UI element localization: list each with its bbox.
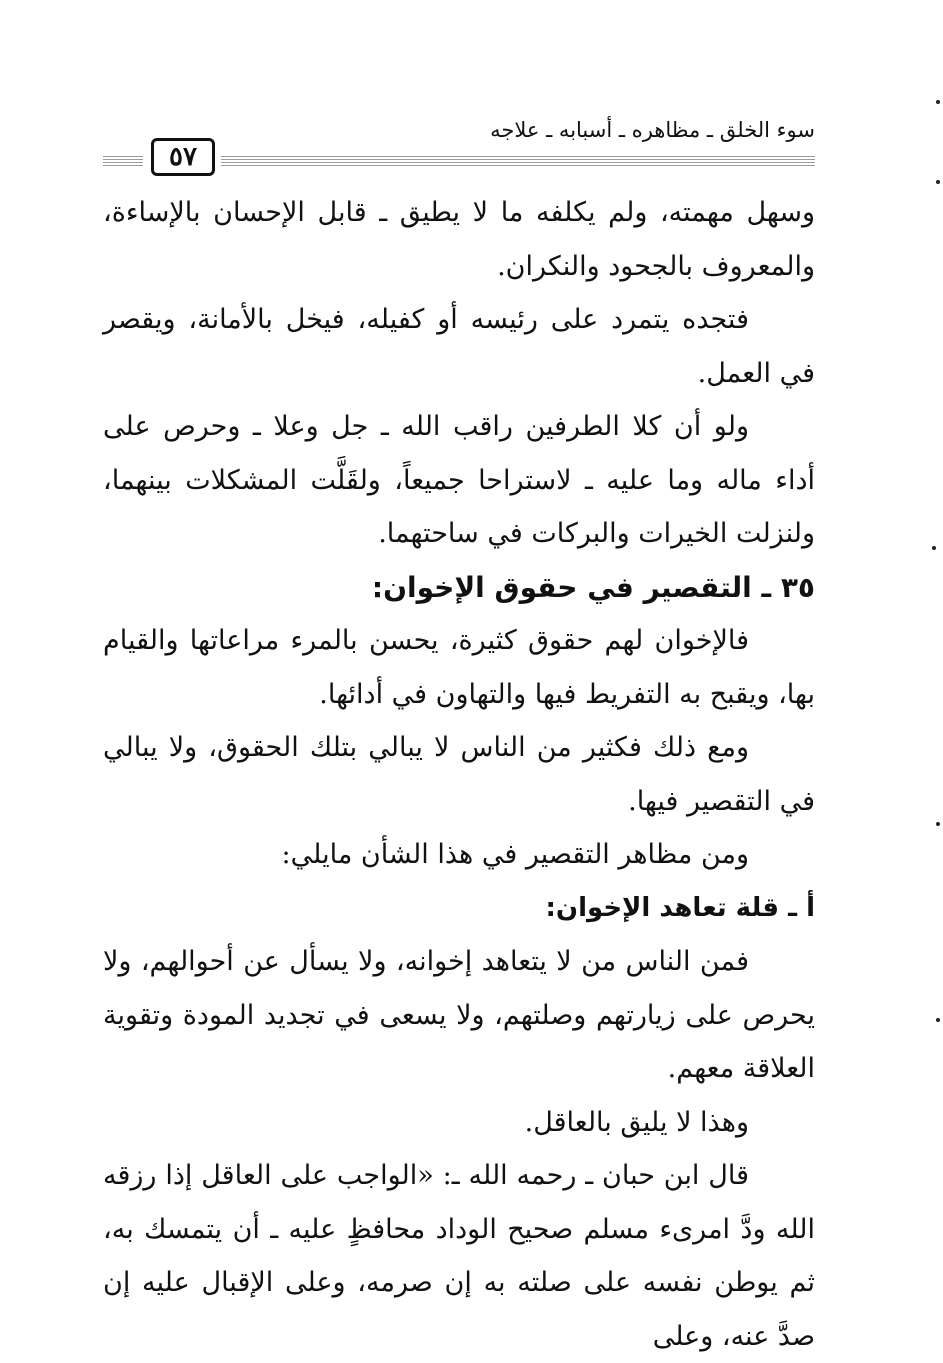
paragraph-8: وهذا لا يليق بالعاقل. [524, 1106, 749, 1138]
paragraph-7: فمن الناس من لا يتعاهد إخوانه، ولا يسأل عن أحوالهم، ولا يحرص على زيارتهم وصلتهم، ولا يسعى في تجديد المودة وتقوية العلاقة معهم. [103, 946, 815, 1084]
scan-speck [936, 180, 940, 184]
running-title: سوء الخلق ـ مظاهره ـ أسبابه ـ علاجه [490, 118, 815, 142]
section-heading-35: ٣٥ ـ التقصير في حقوق الإخوان: [371, 570, 815, 604]
page-header [103, 118, 815, 188]
paragraph-9: قال ابن حبان ـ رحمه الله ـ: «الواجب على العاقل إذا رزقه الله ودَّ امرىء مسلم صحيح الوداد محافظٍ عليه ـ أن يتمسك به، ثم يوطن نفسه على صلته به إن صرمه، وعلى الإقبال عليه إن صدَّ عنه، وعلى [103, 1160, 816, 1352]
subheading-a: أ ـ قلة تعاهد الإخوان: [545, 892, 815, 923]
page-number: ٥٧ [151, 138, 215, 176]
page-body [103, 186, 815, 1363]
header-rule-left [103, 156, 143, 166]
scan-speck [932, 546, 936, 550]
paragraph-6: ومن مظاهر التقصير في هذا الشأن مايلي: [281, 839, 749, 870]
paragraph-3: ولو أن كلا الطرفين راقب الله ـ جل وعلا ـ وحرص على أداء ماله وما عليه ـ لاستراحا جميعاً، ولقَلَّت المشكلات بينهما، ولنزلت الخيرات والبركات في ساحتهما. [103, 411, 815, 549]
paragraph-2: فتجده يتمرد على رئيسه أو كفيله، فيخل بالأمانة، ويقصر في العمل. [103, 304, 815, 389]
header-rule-right [221, 156, 815, 166]
scan-speck [936, 1018, 940, 1022]
scan-speck [936, 822, 940, 826]
paragraph-1: وسهل مهمته، ولم يكلفه ما لا يطيق ـ قابل الإحسان بالإساءة، والمعروف بالجحود والنكران. [103, 197, 815, 282]
scan-speck [936, 100, 940, 104]
paragraph-5: ومع ذلك فكثير من الناس لا يبالي بتلك الحقوق، ولا يبالي في التقصير فيها. [103, 732, 815, 817]
paragraph-4: فالإخوان لهم حقوق كثيرة، يحسن بالمرء مراعاتها والقيام بها، ويقبح به التفريط فيها والتهاون في أدائها. [103, 625, 815, 710]
